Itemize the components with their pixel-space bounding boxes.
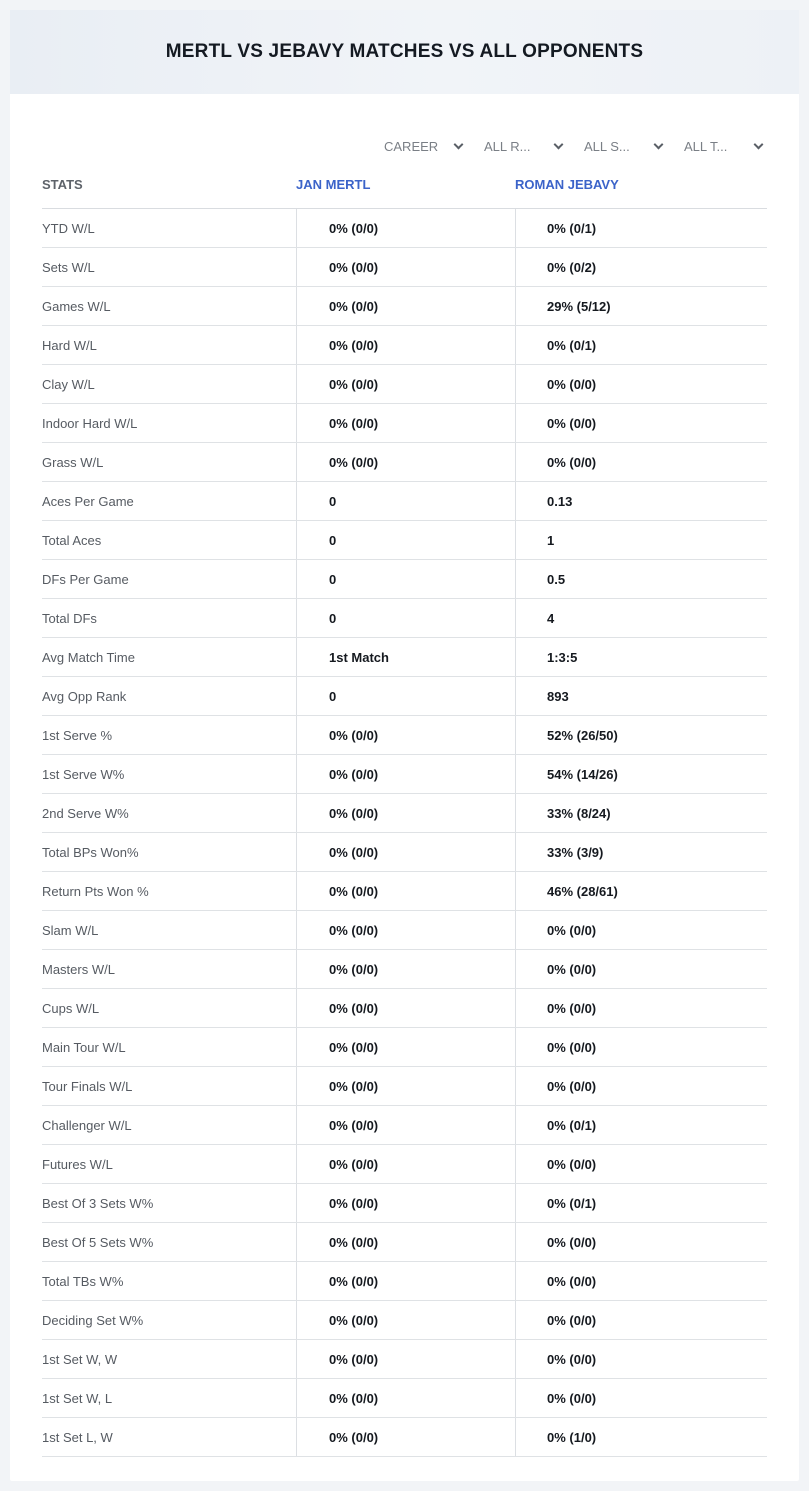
player1-value: 0% (0/0) xyxy=(296,794,515,832)
player2-value: 0% (0/0) xyxy=(515,443,767,481)
table-header xyxy=(42,160,767,209)
table-row xyxy=(42,1340,767,1379)
player1-value: 0 xyxy=(296,482,515,520)
player1-value: 0% (0/0) xyxy=(296,989,515,1027)
player2-value: 52% (26/50) xyxy=(515,716,767,754)
table-row xyxy=(42,755,767,794)
player2-value: 0% (0/1) xyxy=(515,209,767,247)
player2-value: 0.5 xyxy=(515,560,767,598)
table-row xyxy=(42,1106,767,1145)
player2-value: 893 xyxy=(515,677,767,715)
player2-value: 0% (0/0) xyxy=(515,989,767,1027)
player2-value: 46% (28/61) xyxy=(515,872,767,910)
player2-value: 0.13 xyxy=(515,482,767,520)
stats-table xyxy=(42,160,767,1457)
table-row xyxy=(42,365,767,404)
player1-value: 0% (0/0) xyxy=(296,1106,515,1144)
stats-card xyxy=(10,10,799,1481)
filter-round-value: ALL R... xyxy=(484,138,531,154)
table-row xyxy=(42,1262,767,1301)
player1-value: 0% (0/0) xyxy=(296,755,515,793)
stat-label: Aces Per Game xyxy=(42,493,134,509)
player2-value: 0% (0/1) xyxy=(515,326,767,364)
player2-value: 0% (0/1) xyxy=(515,1106,767,1144)
filter-period-value: CAREER xyxy=(384,138,439,154)
player2-value: 0% (0/0) xyxy=(515,1301,767,1339)
player1-value: 0% (0/0) xyxy=(296,1067,515,1105)
table-row xyxy=(42,1379,767,1418)
player2-value: 0% (0/0) xyxy=(515,1028,767,1066)
table-row xyxy=(42,326,767,365)
player1-value: 0% (0/0) xyxy=(296,950,515,988)
chevron-down-icon xyxy=(754,139,764,149)
player2-value: 0% (0/0) xyxy=(515,404,767,442)
player1-value: 0% (0/0) xyxy=(296,326,515,364)
stat-label: Futures W/L xyxy=(42,1156,113,1172)
table-row xyxy=(42,560,767,599)
player2-value: 0% (0/0) xyxy=(515,950,767,988)
player2-value: 33% (8/24) xyxy=(515,794,767,832)
chevron-down-icon xyxy=(454,139,464,149)
stat-label: 1st Serve W% xyxy=(42,766,125,782)
player1-value: 0% (0/0) xyxy=(296,716,515,754)
stats-column-header: STATS xyxy=(42,176,83,192)
player2-value: 0% (0/0) xyxy=(515,1262,767,1300)
stat-label: Avg Match Time xyxy=(42,649,135,665)
player1-value: 0% (0/0) xyxy=(296,833,515,871)
player1-value: 0% (0/0) xyxy=(296,1262,515,1300)
player1-value: 0% (0/0) xyxy=(296,1340,515,1378)
player2-value: 1:3:5 xyxy=(515,638,767,676)
stat-label: Best Of 3 Sets W% xyxy=(42,1195,154,1211)
player2-value: 54% (14/26) xyxy=(515,755,767,793)
filter-period-select[interactable] xyxy=(374,128,474,164)
table-row xyxy=(42,443,767,482)
stat-label: Cups W/L xyxy=(42,1000,100,1016)
player2-value: 0% (0/0) xyxy=(515,1067,767,1105)
player1-value: 0% (0/0) xyxy=(296,911,515,949)
table-row xyxy=(42,1223,767,1262)
table-row xyxy=(42,599,767,638)
table-row xyxy=(42,833,767,872)
player1-value: 0 xyxy=(296,560,515,598)
table-row xyxy=(42,521,767,560)
stat-label: 1st Set L, W xyxy=(42,1429,113,1445)
stat-label: Tour Finals W/L xyxy=(42,1078,133,1094)
stat-label: Clay W/L xyxy=(42,376,95,392)
player1-value: 0% (0/0) xyxy=(296,443,515,481)
stat-label: Total BPs Won% xyxy=(42,844,139,860)
table-row xyxy=(42,1028,767,1067)
stat-label: YTD W/L xyxy=(42,220,95,236)
table-row xyxy=(42,482,767,521)
table-row xyxy=(42,209,767,248)
table-row xyxy=(42,404,767,443)
player1-value: 0% (0/0) xyxy=(296,1028,515,1066)
table-body xyxy=(42,209,767,1457)
table-row xyxy=(42,1067,767,1106)
stat-label: 1st Serve % xyxy=(42,727,113,743)
stat-label: 1st Set W, W xyxy=(42,1351,118,1367)
table-row xyxy=(42,794,767,833)
player1-value: 0% (0/0) xyxy=(296,1223,515,1261)
player1-value: 0% (0/0) xyxy=(296,872,515,910)
table-row xyxy=(42,287,767,326)
player1-value: 0 xyxy=(296,677,515,715)
table-row xyxy=(42,1418,767,1457)
table-row xyxy=(42,950,767,989)
player2-value: 0% (0/0) xyxy=(515,1340,767,1378)
filter-bar xyxy=(374,128,774,164)
player1-value: 1st Match xyxy=(296,638,515,676)
stat-label: Deciding Set W% xyxy=(42,1312,144,1328)
table-row xyxy=(42,638,767,677)
stat-label: Slam W/L xyxy=(42,922,99,938)
stat-label: Total TBs W% xyxy=(42,1273,124,1289)
filter-surface-select[interactable] xyxy=(574,128,674,164)
stat-label: Grass W/L xyxy=(42,454,104,470)
player2-value: 0% (0/1) xyxy=(515,1184,767,1222)
stat-label: 2nd Serve W% xyxy=(42,805,129,821)
page-title: MERTL VS JEBAVY MATCHES VS ALL OPPONENTS xyxy=(165,41,644,62)
player2-link[interactable]: ROMAN JEBAVY xyxy=(515,176,619,192)
chevron-down-icon xyxy=(554,139,564,149)
player1-value: 0% (0/0) xyxy=(296,1184,515,1222)
player2-value: 0% (0/0) xyxy=(515,365,767,403)
filter-tournament-value: ALL T... xyxy=(684,138,728,154)
player1-value: 0% (0/0) xyxy=(296,365,515,403)
stat-label: Total DFs xyxy=(42,610,97,626)
table-row xyxy=(42,872,767,911)
stat-label: Games W/L xyxy=(42,298,111,314)
table-row xyxy=(42,1301,767,1340)
card-header xyxy=(10,10,799,94)
player1-value: 0% (0/0) xyxy=(296,209,515,247)
stat-label: Avg Opp Rank xyxy=(42,688,127,704)
filter-round-select[interactable] xyxy=(474,128,574,164)
player1-value: 0% (0/0) xyxy=(296,404,515,442)
player1-value: 0 xyxy=(296,599,515,637)
table-row xyxy=(42,248,767,287)
table-row xyxy=(42,1184,767,1223)
player2-value: 0% (0/0) xyxy=(515,1223,767,1261)
player2-value: 0% (0/2) xyxy=(515,248,767,286)
player2-value: 29% (5/12) xyxy=(515,287,767,325)
table-row xyxy=(42,989,767,1028)
player1-value: 0% (0/0) xyxy=(296,1379,515,1417)
filter-surface-value: ALL S... xyxy=(584,138,630,154)
stat-label: Hard W/L xyxy=(42,337,97,353)
player2-value: 0% (0/0) xyxy=(515,911,767,949)
player1-value: 0% (0/0) xyxy=(296,248,515,286)
chevron-down-icon xyxy=(654,139,664,149)
table-row xyxy=(42,1145,767,1184)
stat-label: Masters W/L xyxy=(42,961,115,977)
stat-label: Best Of 5 Sets W% xyxy=(42,1234,154,1250)
table-row xyxy=(42,677,767,716)
player1-value: 0% (0/0) xyxy=(296,287,515,325)
player2-value: 4 xyxy=(515,599,767,637)
table-row xyxy=(42,716,767,755)
stat-label: 1st Set W, L xyxy=(42,1390,113,1406)
player2-value: 0% (1/0) xyxy=(515,1418,767,1456)
table-row xyxy=(42,911,767,950)
player2-value: 33% (3/9) xyxy=(515,833,767,871)
stat-label: Indoor Hard W/L xyxy=(42,415,138,431)
player1-value: 0% (0/0) xyxy=(296,1418,515,1456)
stat-label: DFs Per Game xyxy=(42,571,129,587)
stat-label: Challenger W/L xyxy=(42,1117,132,1133)
filter-tournament-select[interactable] xyxy=(674,128,774,164)
stat-label: Return Pts Won % xyxy=(42,883,149,899)
stat-label: Sets W/L xyxy=(42,259,95,275)
player2-value: 0% (0/0) xyxy=(515,1145,767,1183)
player2-value: 0% (0/0) xyxy=(515,1379,767,1417)
player1-link[interactable]: JAN MERTL xyxy=(296,176,371,192)
player1-value: 0% (0/0) xyxy=(296,1145,515,1183)
stat-label: Total Aces xyxy=(42,532,102,548)
player1-value: 0 xyxy=(296,521,515,559)
stat-label: Main Tour W/L xyxy=(42,1039,126,1055)
player2-value: 1 xyxy=(515,521,767,559)
player1-value: 0% (0/0) xyxy=(296,1301,515,1339)
